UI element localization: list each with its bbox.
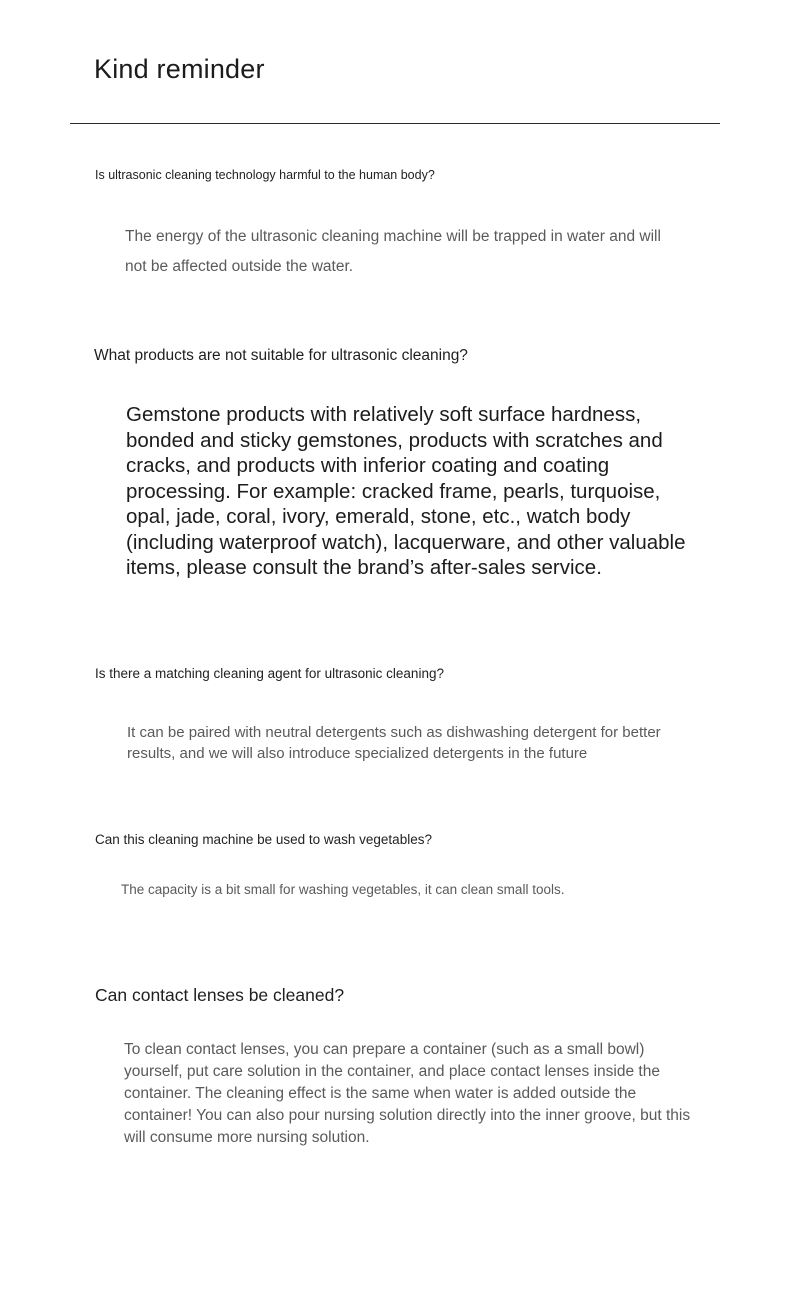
page-title: Kind reminder: [94, 54, 265, 84]
faq-question-harmful: Is ultrasonic cleaning technology harmful to the human body?: [95, 168, 435, 182]
faq-answer-vegetables: The capacity is a bit small for washing vegetables, it can clean small tools.: [121, 882, 565, 897]
faq-answer-harmful: The energy of the ultrasonic cleaning machine will be trapped in water and will not be affected outside the water.: [125, 228, 661, 275]
faq-question-contact-lenses: Can contact lenses be cleaned?: [95, 985, 345, 1005]
faq-answer-cleaning-agent: It can be paired with neutral detergents such as dishwashing detergent for better results, and we will also introduce specialized detergents in the future: [127, 724, 661, 762]
title-divider: [70, 123, 720, 124]
faq-question-unsuitable-products: What products are not suitable for ultrasonic cleaning?: [94, 347, 468, 364]
faq-question-vegetables: Can this cleaning machine be used to wash vegetables?: [95, 832, 432, 847]
faq-answer-unsuitable-products: Gemstone products with relatively soft surface hardness, bonded and sticky gemstones, products with scratches and cracks, and products with inferior coating and coating processing. For example: cracked frame, pearls, turquoise, opal, jade, coral, ivory, emerald, stone, etc., watch body (including waterproof watch), lacquerware, and other valuable items, please consult the brand’s after-sales service.: [126, 403, 686, 579]
faq-question-cleaning-agent: Is there a matching cleaning agent for ultrasonic cleaning?: [95, 666, 444, 681]
faq-answer-contact-lenses: To clean contact lenses, you can prepare a container (such as a small bowl) yourself, put care solution in the container, and place contact lenses inside the container. The cleaning effect is the same when water is added outside the container! You can also pour nursing solution directly into the inner groove, but this will consume more nursing solution.: [124, 1041, 691, 1146]
